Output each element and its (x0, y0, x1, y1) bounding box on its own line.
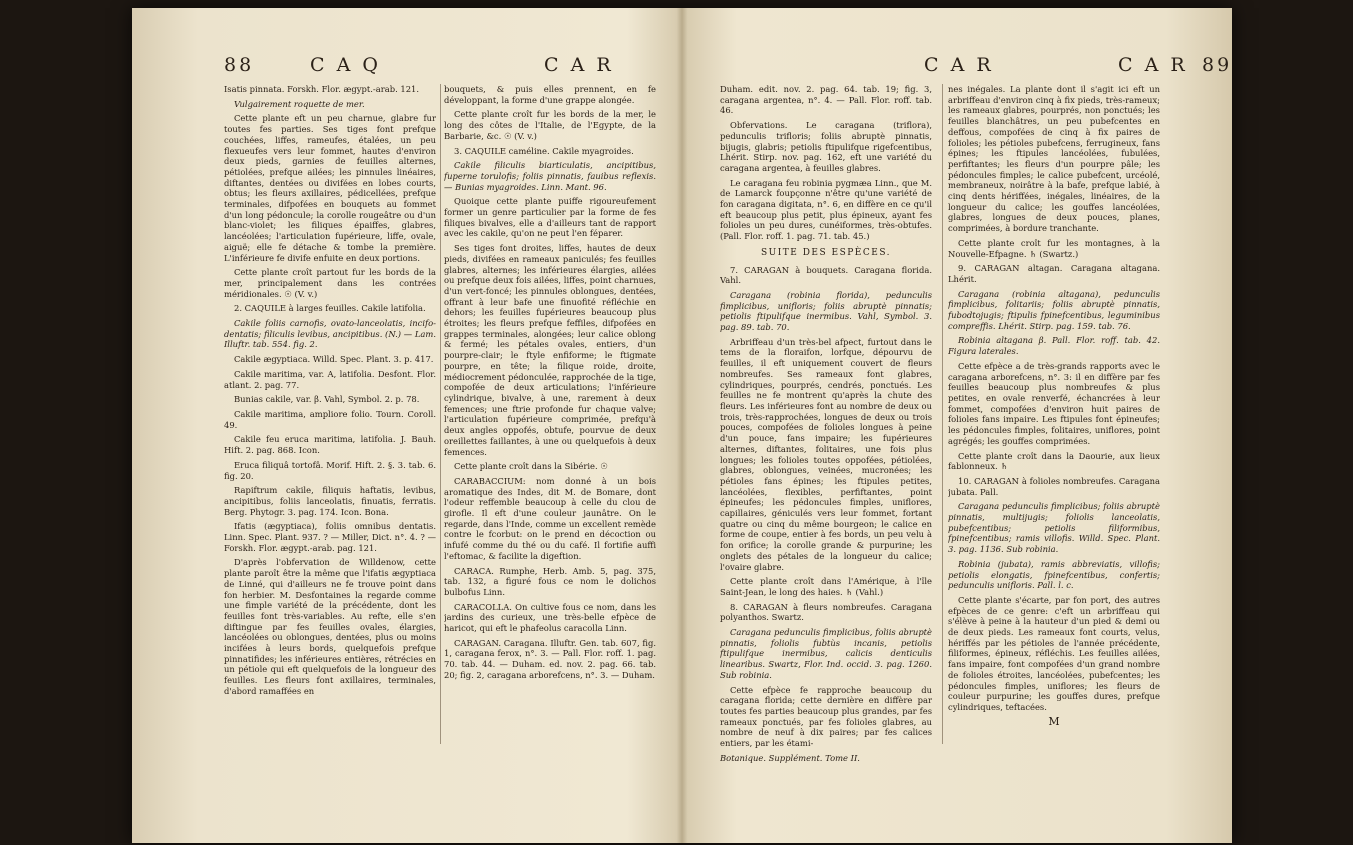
page-footer: Botanique. Supplément. Tome II. (720, 752, 860, 763)
right-running-head (684, 54, 1232, 80)
paragraph: 2. CAQUILE à larges feuilles. Cakile latifolia. (234, 303, 426, 314)
paragraph: Cette plante croît fur les bords de la mer, le long des côtes de l'Italie, de l'Egypte, de la Barbarie, &c. ☉ (V. v.) (444, 109, 656, 141)
paragraph: Caragana (robinia florida), pedunculis fimplicibus, unifloris; foliis abruptè pinnatis; petiolis ftipulifque inermibus. Vahl, Symbol. 3. pag. 89. tab. 70. (720, 289, 932, 333)
paragraph: Bunias cakile, var. β. Vahl, Symbol. 2. p. 78. (234, 394, 420, 405)
paragraph: Cette plante croît partout fur les bords de la mer, principalement dans les contrées méridionales. ☉ (V. v.) (224, 267, 436, 299)
paragraph: Cette plante croît dans la Sibérie. ☉ (454, 461, 608, 472)
paragraph: Duham. edit. nov. 2. pag. 64. tab. 19; fig. 3, caragana argentea, n°. 4. — Pall. Flor. roff. tab. 46. (720, 84, 932, 116)
section-heading: SUITE DES ESPÈCES. (760, 247, 892, 258)
paragraph: Caragana (robinia altagana), pedunculis fimplicibus, folitariis; foliis abruptè pinnatis, fubodtojugis; ftipulis fpinefcentibus, leguminibus compreffis. Lhérit. Stirp. pag. 159. tab. 76. (948, 288, 1160, 331)
paragraph: Ifatis (ægyptiaca), foliis omnibus dentatis. Linn. Spec. Plant. 937. ? — Miller, Dict. n°. 4. ? — Forskh. Flor. ægypt.-arab. pag. 121. (224, 521, 436, 553)
paragraph: 3. CAQUILE caméline. Cakile myagroides. (454, 145, 634, 156)
paragraph: Arbriffeau d'un très-bel afpect, furtout dans le tems de la floraifon, lorfque, dépourvu de feuilles, il eft uniquement couvert de fleurs nombreufes. Ses rameaux font glabres, cylindriques, pourprés, cendrés, ponctués. Les feuilles ne fe montrent qu'après la chute des fleurs. Les inférieures font au nombre de deux ou trois, très-rapprochées, longues de deux ou trois pouces, compofées de folioles longues à peine d'un pouce, fans impaire; les fupérieures alternes, diftantes, folitaires, une fois plus longues; les folioles toutes oppofées, pétiolées, glabres, oblongues, veinées, mucronées; les pétioles fans épines; les ftipules petites, lancéolées, flexibles, perfiftantes, point épineufes; les pédoncules fimples, uniflores, capillaires, géniculés vers leur fommet, fortant quatre ou cinq du même bourgeon; le calice en forme de coupe, entier à fes bords, un peu velu à fon orifice; la corolle grande & purpurine; les onglets des pétales de la longueur du calice; l'ovaire glabre. (720, 336, 932, 572)
paragraph: 10. CARAGAN à folioles nombreufes. Caragana jubata. Pall. (948, 475, 1160, 497)
paragraph: Cakile foliis carnofis, ovato-lanceolatis, incifo-dentatis; filiculis levibus, ancipitibus. (N.) — Lam. Illuftr. tab. 554. fig. 2. (224, 318, 436, 350)
paragraph: Isatis pinnata. Forskh. Flor. ægypt.-arab. 121. (224, 84, 420, 94)
running-title-left: C A R (924, 54, 994, 76)
left-running-head (132, 54, 680, 80)
paragraph: Vulgairement roquette de mer. (234, 98, 365, 109)
paragraph: Cette plante s'écarte, par fon port, des autres efpèces de ce genre: c'eft un arbriffeau qui s'élève à peine à la hauteur d'un pied & demi ou de deux pieds. Les rameaux font courts, velus, hériffés par les pétioles de l'année précédente, filiformes, épineux, réfléchis. Les feuilles ailées, fans impaire, font compofées d'un grand nombre de folioles étroites, lancéolées, pubefcentes; les pédoncules fimples, uniflores; les fleurs de couleur purpurine; les gouffes dures, prefque cylindriques, teftacées. (948, 594, 1160, 712)
paragraph: nes inégales. La plante dont il s'agit ici eft un arbriffeau d'environ cinq à fix pieds, très-rameux; les rameaux glabres, pourprés, non ponctués; les feuilles blanchâtres, un peu pubefcentes en deffous, compofées de cinq à fix paires de folioles; les pétioles pubefcens, ferrugineux, fans épines; les ftipules lancéolées, fubulées, perfiftantes; les fleurs d'un pourpre pâle; les pédoncules fimples; le calice pubefcent, urcéolé, membraneux, noirâtre à la bafe, prefque labié, à cinq dents hériffées, inégales, linéaires, de la longueur du calice; les gouffes lancéolées, glabres, longues de deux pouces, planes, comprimées, à bordure tranchante. (948, 84, 1160, 234)
paragraph: Cette plante eft un peu charnue, glabre fur toutes fes parties. Ses tiges font prefque couchées, liffes, rameufes, étalées, un peu flexueufes vers leur fommet, hautes d'environ deux pieds, garnies de feuilles alternes, pétiolées, prefque ailées; les pinnules linéaires, diftantes, dentées ou divifées en lobes courts, obtus; les fleurs axillaires, pédicellées, prefque terminales, difpofées en bouquets au fommet d'un long pédoncule; la corolle rougeâtre ou d'un blanc-violet; les filiques épaiffes, glabres, lancéolées; l'articulation fupérieure, liffe, ovale, aiguë; elle fe détache & tombe la première. L'inférieure fe divife enfuite en deux portions. (224, 113, 436, 263)
paragraph: CARACOLLA. On cultive fous ce nom, dans les jardins des curieux, une très-belle efpèce de haricot, qui eft le phafeolus caracolla Linn. (444, 601, 656, 634)
paragraph: 9. CARAGAN altagan. Caragana altagana. Lhérit. (948, 263, 1160, 284)
paragraph: Cette efpèce a de très-grands rapports avec le caragana arborefcens, n°. 3: il en diffère par fes feuilles beaucoup plus nombreufes & plus petites, en ovale renverfé, échancrées à leur fommet, compofées d'environ huit paires de folioles fans impaire. Les ftipules font épineufes; les pédoncules fimples, folitaires, uniflores, point agrégés; les gouffes comprimées. (948, 360, 1160, 446)
right-column-2 (948, 84, 1160, 843)
signature-mark: M (1048, 714, 1060, 728)
paragraph: Obfervations. Le caragana (triflora), pedunculis trifloris; foliis abruptè pinnatis, bijugis, glabris; petiolis ftipulifque rigefcentibus, Lhérit. Stirp. nov. pag. 162, eft une variété du caragana argentea, à feuilles glabres. (720, 120, 932, 173)
paragraph: Cakile filiculis biarticulatis, ancipitibus, fuperne torulofis; foliis pinnatis, fauibus reflexis. — Bunias myagroides. Linn. Mant. 96. (444, 160, 656, 192)
right-page (684, 8, 1232, 843)
paragraph: Ses tiges font droites, liffes, hautes de deux pieds, divifées en rameaux paniculés; fes feuilles glabres, alternes; les inférieures élargies, ailées ou prefque deux fois ailées, liffes, point charnues, d'un vert-foncé; les pinnules oblongues, dentées, offrant à leur bafe une finuofité réfléchie en dehors; les feuilles fupérieures beaucoup plus étroites; les fleurs prefque feffiles, difpofées en grappes terminales, alongées; leur calice oblong & fermé; les pétales ovales, entiers, d'un pourpre-clair; le ftyle enfiforme; le ftigmate pourpre, en tête; la filique roide, droite, médiocrement pédonculée, rapprochée de la tige, compofée de deux articulations; l'inférieure cylindrique, bivalve, à une, rarement à deux femences; une ftrie profonde fur chaque valve; l'articulation fupérieure comprimée, prefqu'à deux angles oppofés, obtufe, pourvue de deux oreillettes faillantes, à une ou quelquefois à deux femences. (444, 243, 656, 457)
paragraph: Cakile ægyptiaca. Willd. Spec. Plant. 3. p. 417. (234, 354, 434, 365)
running-title-left: C A Q (310, 54, 381, 76)
page-number: 89 (1202, 54, 1232, 76)
paragraph: 8. CARAGAN à fleurs nombreufes. Caragana polyanthos. Swartz. (720, 601, 932, 623)
paragraph: Caragana pedunculis fimplicibus, foliis abruptè pinnatis, foliolis fubtùs incanis, petiolis ftipulifque inermibus, calicis denticulis linearibus. Swartz, Flor. Ind. occid. 3. pag. 1260. Sub robinia. (720, 627, 932, 680)
paragraph: Quoique cette plante puiffe rigoureufement former un genre particulier par la forme de fes filiques bivalves, elle a d'ailleurs tant de rapport avec les cakile, qu'on ne peut l'en féparer. (444, 196, 656, 239)
paragraph: CARABACCIUM: nom donné à un bois aromatique des Indes, dit M. de Bomare, dont l'odeur reffemble beaucoup à celle du clou de girofle. Il eft d'une couleur jaunâtre. On le regarde, dans l'Inde, comme un excellent remède contre le fcorbut: on le prend en décoction ou infufé comme du thé ou du café. Il fortifie auffi l'eftomac, & facilite la digeftion. (444, 475, 656, 561)
paragraph: Rapiftrum cakile, filiquis haftatis, levibus, ancipitibus, foliis lanceolatis, finuatis, ferratis. Berg. Phytogr. 3. pag. 174. Icon. Bona. (224, 485, 436, 517)
running-title-right: C A R (1118, 54, 1188, 76)
left-page (132, 8, 680, 843)
left-column-1 (224, 84, 436, 843)
paragraph: Eruca filiquâ tortofâ. Morif. Hift. 2. §. 3. tab. 6. fig. 20. (224, 459, 436, 481)
paragraph: Cakile maritima, var. A, latifolia. Desfont. Flor. atlant. 2. pag. 77. (224, 368, 436, 390)
paragraph: CARAGAN. Caragana. Illuftr. Gen. tab. 607, fig. 1, caragana ferox, n°. 3. — Pall. Flor. roff. 1. pag. 70. tab. 44. — Duham. ed. nov. 2. pag. 66. tab. 20; fig. 2, caragana arborefcens, n°. 3. — Duham. (444, 637, 656, 680)
paragraph: Cette plante croît dans l'Amérique, à l'île Saint-Jean, le long des haies. ♄ (Vahl.) (720, 576, 932, 597)
paragraph: Cette efpèce fe rapproche beaucoup du caragana florida; cette dernière en diffère par toutes fes parties beaucoup plus grandes, par fes rameaux ponctués, par fes folioles glabres, au nombre de neuf à dix paires; par fes calices entiers, par les étami- (720, 684, 932, 749)
right-column-1 (720, 84, 932, 843)
paragraph: Cakile maritima, ampliore folio. Tourn. Coroll. 49. (224, 408, 436, 430)
paragraph: Caragana pedunculis fimplicibus; foliis abruptè pinnatis, multijugis; foliolis lanceolatis, pubefcentibus; petiolis filiformibus, fpinefcentibus; ramis villofis. Willd. Spec. Plant. 3. pag. 1136. Sub robinia. (948, 501, 1160, 555)
paragraph: Cakile feu eruca maritima, latifolia. J. Bauh. Hift. 2. pag. 868. Icon. (224, 434, 436, 456)
paragraph: D'après l'obfervation de Willdenow, cette plante paroît être la même que l'ifatis ægyptiaca de Linné, qui d'ailleurs ne fe trouve point dans fon herbier. M. Desfontaines la regarde comme une fimple variété de la précédente, dont les feuilles font très-variables. Au refte, elle s'en diftingue par fes feuilles ovales, élargies, lancéolées ou oblongues, dentées, plus ou moins incifées à leurs bords, quelquefois prefque pinnatifides; les inférieures entières, rétrécies en un pétiole qui eft quelquefois de la longueur des feuilles. Les fleurs font axillaires, terminales, d'abord ramaffées en (224, 557, 436, 696)
paragraph: Cette plante croît dans la Daourie, aux lieux fablonneux. ♄ (948, 450, 1160, 472)
running-title-right: C A R (544, 54, 614, 76)
column-rule (440, 84, 441, 744)
paragraph: bouquets, & puis elles prennent, en fe développant, la forme d'une grappe alongée. (444, 84, 656, 105)
paragraph: CARACA. Rumphe, Herb. Amb. 5, pag. 375, tab. 132, a figuré fous ce nom le dolichos bulbofus Linn. (444, 565, 656, 597)
open-book (132, 8, 1232, 843)
paragraph: Le caragana feu robinia pygmæa Linn., que M. de Lamarck foupçonne n'être qu'une variété de fon caragana digitata, n°. 6, en diffère en ce qu'il eft beaucoup plus petit, plus épineux, ayant fes folioles un peu dures, cunéiformes, très-obtufes. (Pall. Flor. roff. 1. pag. 71. tab. 45.) (720, 177, 932, 242)
paragraph: 7. CARAGAN à bouquets. Caragana florida. Vahl. (720, 264, 932, 286)
page-number: 88 (224, 54, 255, 76)
left-column-2 (444, 84, 656, 843)
paragraph: Cette plante croît fur les montagnes, à la Nouvelle-Efpagne. ♄ (Swartz.) (948, 237, 1160, 259)
column-rule (942, 84, 943, 744)
paragraph: Robinia altagana β. Pall. Flor. roff. tab. 42. Figura laterales. (948, 335, 1160, 357)
paragraph: Robinia (jubata), ramis abbreviatis, villofis; petiolis elongatis, fpinefcentibus, confertis; pedunculis unifloris. Pall. l. c. (948, 558, 1160, 591)
